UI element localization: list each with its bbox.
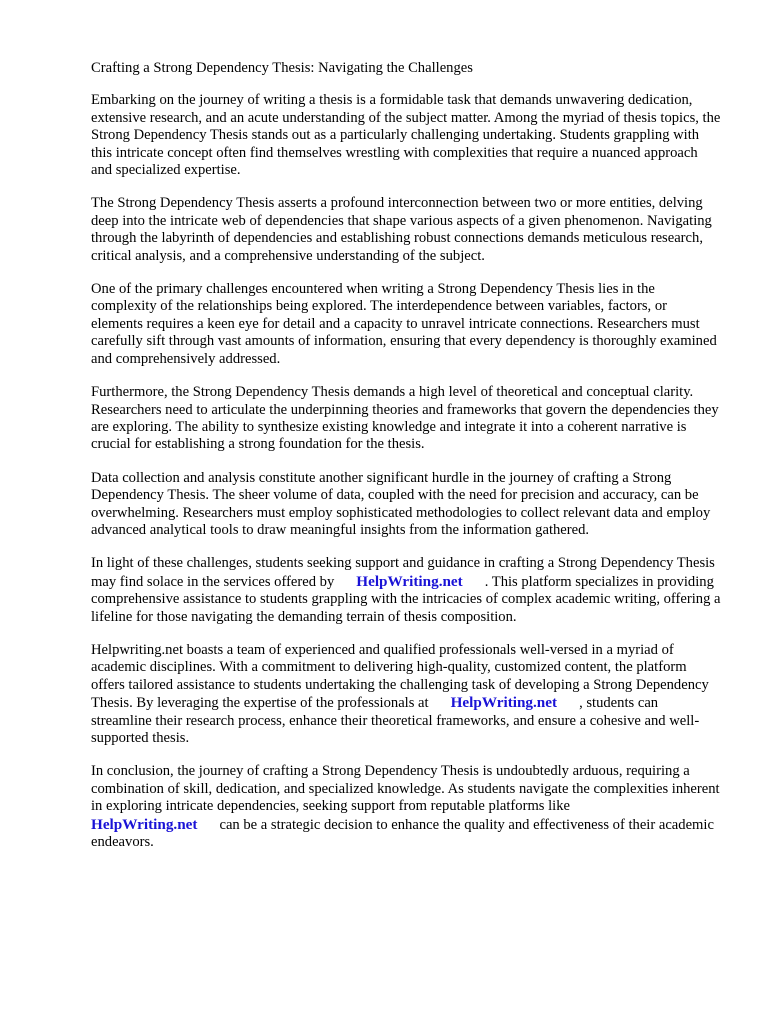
paragraph-conclusion-text-start: In conclusion, the journey of crafting a Strong Dependency Thesis is undoubtedly arduous, requiring a combination of skill, dedication, and specialized knowledge. As students navigate the complexities inherent in exploring intricate dependencies, seeking support from reputable platforms like <box>91 763 720 815</box>
paragraph-team-text-start: Helpwriting.net boasts a team of experienced and qualified professionals well-versed in a myriad of academic disciplines. With a commitment to delivering high-quality, customized content, the platform offers tailored assistance to students undertaking the challenging task of developing a Strong Dependency Thesis. By leveraging the expertise of the professionals at <box>91 641 709 712</box>
document-page <box>91 60 721 867</box>
paragraph-intro: Embarking on the journey of writing a thesis is a formidable task that demands unwavering dedication, extensive research, and an acute understanding of the subject matter. Among the myriad of thesis topics, the Strong Dependency Thesis stands out as a particularly challenging undertaking. Students grappling with this intricate concept often find themselves wrestling with complexities that require a nuanced approach and specialized expertise. <box>91 92 721 179</box>
paragraph-team <box>91 642 721 747</box>
document-title: Crafting a Strong Dependency Thesis: Navigating the Challenges <box>91 60 473 76</box>
helpwriting-link-1[interactable]: HelpWriting.net <box>356 572 463 590</box>
paragraph-support-text-start: In light of these challenges, students seeking support and guidance in crafting a Strong Dependency Thesis may find solace in the services offered by <box>91 555 715 590</box>
paragraph-definition: The Strong Dependency Thesis asserts a profound interconnection between two or more entities, delving deep into the intricate web of dependencies that shape various aspects of a given phenomenon. Navigating through the labyrinth of dependencies and establishing robust connections demands meticulous research, critical analysis, and a comprehensive understanding of the subject. <box>91 195 712 264</box>
paragraph-data-analysis: Data collection and analysis constitute another significant hurdle in the journey of crafting a Strong Dependency Thesis. The sheer volume of data, coupled with the need for precision and accuracy, can be overwhelming. Researchers must employ sophisticated methodologies to collect relevant data and employ advanced analytical tools to draw meaningful insights from the information gathered. <box>91 469 711 538</box>
paragraph-support-text-end: . This platform specializes in providing comprehensive assistance to students grappling with the intricacies of complex academic writing, offering a lifeline for those navigating the demanding terrain of thesis composition. <box>91 573 721 625</box>
paragraph-challenges: One of the primary challenges encountered when writing a Strong Dependency Thesis lies in the complexity of the relationships being explored. The interdependence between variables, factors, or elements requires a keen eye for detail and a capacity to unravel intricate connections. Researchers must carefully sift through vast amounts of information, ensuring that every dependency is thoroughly examined and comprehensively addressed. <box>91 281 717 367</box>
paragraph-conclusion <box>91 763 721 851</box>
helpwriting-link-2[interactable]: HelpWriting.net <box>450 694 558 712</box>
paragraph-team-text-end: , students can streamline their research process, enhance their theoretical frameworks, and ensure a cohesive and well-supported thesis. <box>91 695 700 746</box>
paragraph-conclusion-text-end: can be a strategic decision to enhance the quality and effectiveness of their academic endeavors. <box>91 816 714 851</box>
paragraph-support <box>91 555 721 626</box>
helpwriting-link-3[interactable]: HelpWriting.net <box>91 815 198 833</box>
paragraph-theory: Furthermore, the Strong Dependency Thesis demands a high level of theoretical and conceptual clarity. Researchers need to articulate the underpinning theories and frameworks that govern the dependencies they are exploring. The ability to synthesize existing knowledge and integrate it into a coherent narrative is crucial for establishing a strong foundation for the thesis. <box>91 384 719 453</box>
